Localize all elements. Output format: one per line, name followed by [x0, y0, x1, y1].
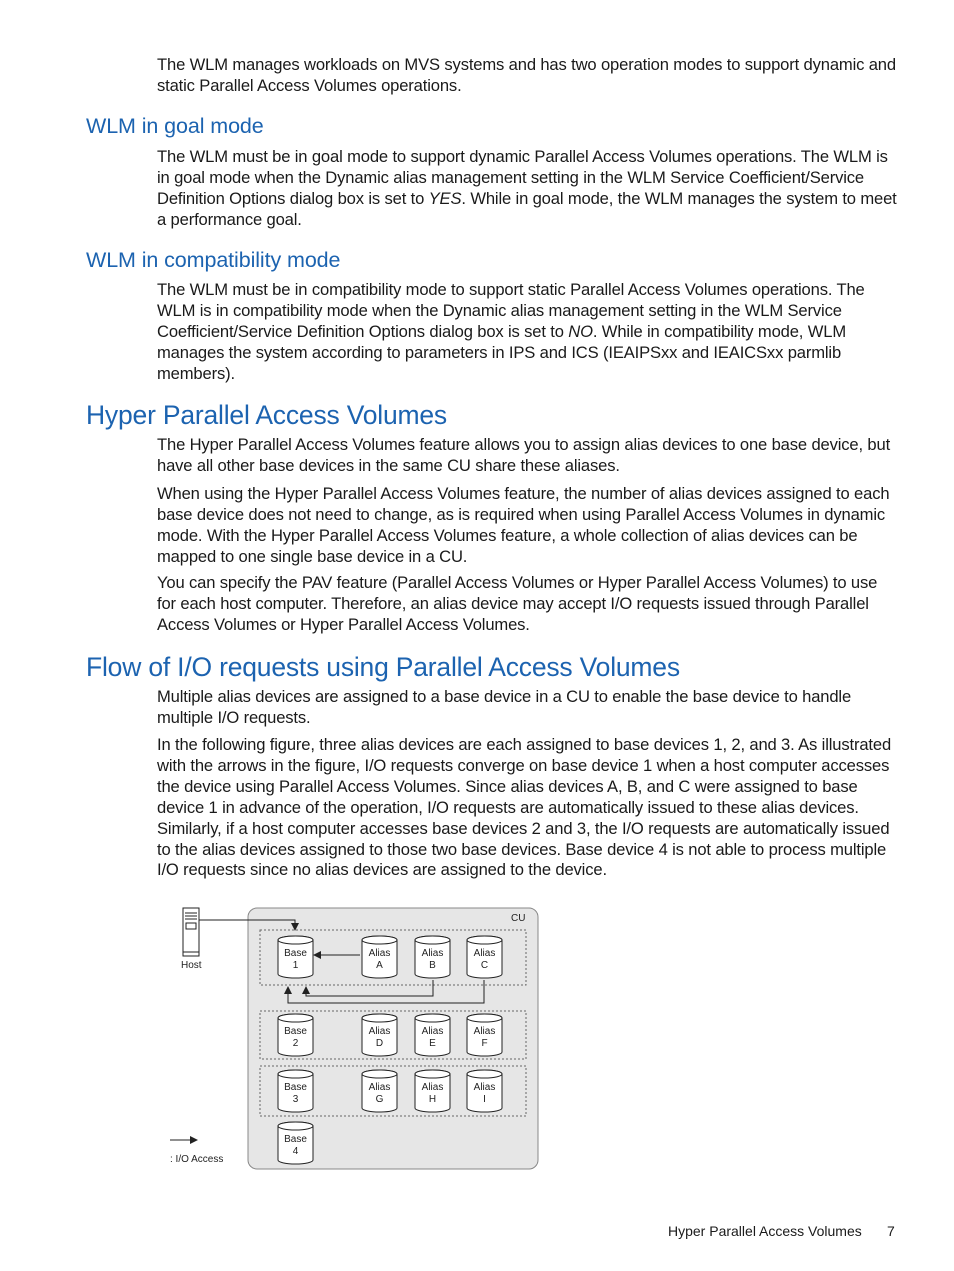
- compat-mode-paragraph: [157, 280, 899, 385]
- base-device-4: [278, 1122, 313, 1164]
- hyper-paragraph-3: You can specify the PAV feature (Parallel Access Volumes or Hyper Parallel Access Volumes) to use for each host computer. Therefore, an alias device may accept I/O requests issued through Parallel Access Volumes or Hyper Parallel Access Volumes.: [157, 573, 878, 634]
- alias-device-h: [415, 1070, 450, 1112]
- goal-mode-text-1: The WLM must be in goal mode to support dynamic Parallel Access Volumes operations. The WLM is in goal mode when the Dynamic alias management setting in the WLM Service Coefficient/Service Definition Options dialog box is set to: [157, 147, 888, 208]
- base-device-2-label-1: Base: [284, 1026, 307, 1037]
- alias-device-h-label-2: H: [428, 1094, 437, 1105]
- legend-label: : I/O Access: [170, 1154, 224, 1165]
- base-device-2: [278, 1014, 313, 1056]
- compat-mode-text-1: The WLM must be in compatibility mode to support static Parallel Access Volumes operations. The WLM is in compatibility mode when the Dynamic alias management setting in the WLM Service Coefficient/Service Definition Options dialog box is set to: [157, 280, 865, 341]
- alias-device-a-label-1: Alias: [368, 948, 391, 959]
- intro-paragraph: The WLM manages workloads on MVS systems and has two operation modes to support dynamic and static Parallel Access Volumes operations.: [157, 55, 896, 95]
- alias-device-b-label-2: B: [429, 960, 436, 971]
- compat-mode-value: NO: [568, 321, 593, 341]
- alias-device-b-label-1: Alias: [421, 948, 444, 959]
- alias-device-g-label-2: G: [375, 1094, 384, 1105]
- alias-device-i: [467, 1070, 502, 1112]
- goal-mode-paragraph: [157, 147, 899, 231]
- hyper-paragraph-1: The Hyper Parallel Access Volumes feature allows you to assign alias devices to one base device, but have all other base devices in the same CU share these aliases.: [157, 435, 891, 475]
- alias-device-f: [467, 1014, 502, 1056]
- base-device-1-label-1: Base: [284, 948, 307, 959]
- alias-device-d-label-2: D: [375, 1038, 384, 1049]
- base-device-3-label-2: 3: [292, 1094, 299, 1105]
- goal-mode-text-2: . While in goal mode, the WLM manages the system to meet a performance goal.: [157, 188, 897, 229]
- alias-device-b: [415, 936, 450, 978]
- alias-device-c: [467, 936, 502, 978]
- alias-device-a: [362, 936, 397, 978]
- base-device-3-label-1: Base: [284, 1082, 307, 1093]
- compat-mode-text-2: . While in compatibility mode, WLM manages the system according to parameters in IPS and ICS (IEAIPSxx and IEAICSxx parmlib members).: [157, 321, 846, 383]
- flow-paragraph-1: Multiple alias devices are assigned to a base device in a CU to enable the base device to handle multiple I/O requests.: [157, 687, 852, 727]
- cu-label: CU: [511, 913, 526, 924]
- page-number: 7: [887, 1223, 895, 1239]
- base-device-1: [278, 936, 313, 978]
- footer-section-title: Hyper Parallel Access Volumes: [668, 1223, 862, 1239]
- base-device-2-label-2: 2: [292, 1038, 299, 1049]
- alias-device-e-label-1: Alias: [421, 1026, 444, 1037]
- alias-device-e-label-2: E: [429, 1038, 436, 1049]
- base-device-3: [278, 1070, 313, 1112]
- host-computer-icon: [183, 908, 199, 956]
- alias-device-i-label-2: I: [483, 1094, 486, 1105]
- base-device-1-label-2: 1: [292, 960, 299, 971]
- goal-mode-value: YES: [428, 188, 462, 208]
- alias-device-i-label-1: Alias: [473, 1082, 496, 1093]
- alias-device-g: [362, 1070, 397, 1112]
- alias-device-h-label-1: Alias: [421, 1082, 444, 1093]
- alias-device-d: [362, 1014, 397, 1056]
- goal-mode-heading: WLM in goal mode: [86, 114, 264, 138]
- alias-device-c-label-1: Alias: [473, 948, 496, 959]
- host-label: Host: [181, 960, 202, 971]
- base-device-4-label-2: 4: [292, 1146, 299, 1157]
- pav-flow-figure: [170, 900, 550, 1180]
- flow-heading: Flow of I/O requests using Parallel Access Volumes: [86, 652, 680, 682]
- hyper-paragraph-2: When using the Hyper Parallel Access Volumes feature, the number of alias devices assigned to each base device does not need to change, as is required when using Parallel Access Volumes in dynamic mode. With the Hyper Parallel Access Volumes feature, a whole collection of alias devices can be mapped to one single base device in a CU.: [157, 484, 890, 566]
- compat-mode-heading: WLM in compatibility mode: [86, 248, 341, 272]
- alias-device-f-label-1: Alias: [473, 1026, 496, 1037]
- alias-device-a-label-2: A: [376, 960, 383, 971]
- base-device-4-label-1: Base: [284, 1134, 307, 1145]
- alias-device-g-label-1: Alias: [368, 1082, 391, 1093]
- flow-paragraph-2: In the following figure, three alias devices are each assigned to base devices 1, 2, and 3. As illustrated with the arrows in the figure, I/O requests converge on base device 1 when a host computer accesses the device using Parallel Access Volumes. Since alias devices A, B, and C were assigned to base device 1 in advance of the operation, I/O requests are automatically issued to these alias devices. Similarly, if a host computer accesses base devices 2 and 3, the I/O requests are automatically issued to the alias devices assigned to those two base devices. Base device 4 is not able to process multiple I/O requests since no alias devices are assigned to the device.: [157, 735, 892, 880]
- alias-device-c-label-2: C: [480, 960, 489, 971]
- hyper-pav-heading: Hyper Parallel Access Volumes: [86, 400, 447, 430]
- alias-device-f-label-2: F: [481, 1038, 488, 1049]
- alias-device-e: [415, 1014, 450, 1056]
- alias-device-d-label-1: Alias: [368, 1026, 391, 1037]
